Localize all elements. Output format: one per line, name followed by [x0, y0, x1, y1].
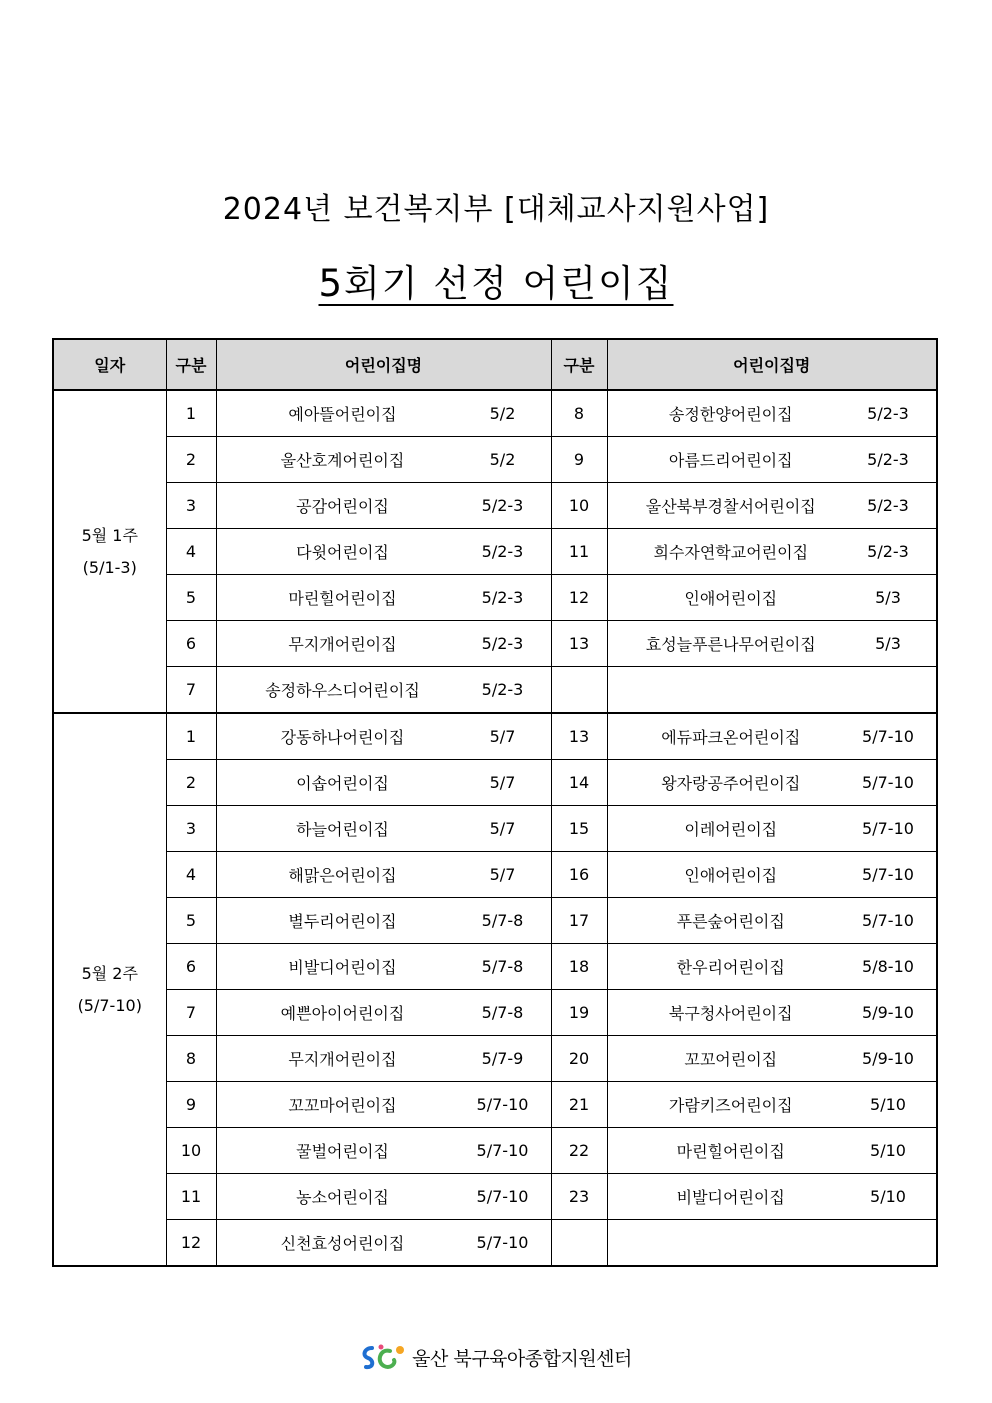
center-cell — [216, 667, 551, 714]
center-name: 꼬꼬어린이집 — [684, 1050, 778, 1069]
row-number-2: 10 — [551, 483, 607, 529]
row-number: 5 — [166, 575, 216, 621]
support-date: 5/7-10 — [862, 819, 914, 838]
center-cell — [216, 390, 551, 437]
center-cell-2 — [607, 483, 937, 529]
center-cell-2 — [607, 1082, 937, 1128]
center-name: 비발디어린이집 — [676, 1188, 785, 1207]
row-number: 3 — [166, 806, 216, 852]
center-name: 예아뜰어린이집 — [288, 405, 397, 424]
center-name: 왕자랑공주어린이집 — [661, 774, 801, 793]
center-cell-2 — [607, 944, 937, 990]
document-subtitle: 5회기 선정 어린이집 — [318, 262, 674, 305]
support-date: 5/2 — [489, 450, 516, 469]
center-name: 마린힐어린이집 — [288, 589, 397, 608]
table-row — [53, 760, 937, 806]
week-cell — [53, 713, 166, 1266]
header-no-2: 구분 — [551, 339, 607, 390]
center-name: 한우리어린이집 — [676, 958, 785, 977]
support-date: 5/7-10 — [476, 1233, 529, 1252]
week-range: (5/7-10) — [77, 995, 142, 1015]
center-name: 별두리어린이집 — [288, 912, 397, 931]
support-date: 5/9-10 — [862, 1049, 914, 1068]
center-name: 무지개어린이집 — [288, 635, 397, 654]
center-name: 무지개어린이집 — [288, 1050, 397, 1069]
row-number-2 — [551, 667, 607, 714]
support-date: 5/7-10 — [862, 773, 914, 792]
center-name: 인애어린이집 — [684, 589, 778, 608]
support-date: 5/7-10 — [476, 1187, 529, 1206]
center-cell-2 — [607, 760, 937, 806]
center-name: 이레어린이집 — [684, 820, 778, 839]
row-number: 6 — [166, 621, 216, 667]
center-name: 울산호계어린이집 — [280, 451, 405, 470]
support-date: 5/2-3 — [481, 588, 524, 607]
center-name: 예쁜아이어린이집 — [280, 1004, 405, 1023]
table-row — [53, 713, 937, 760]
row-number-2: 20 — [551, 1036, 607, 1082]
row-number-2: 13 — [551, 621, 607, 667]
center-cell — [216, 944, 551, 990]
table-header-row — [53, 339, 937, 390]
row-number: 9 — [166, 1082, 216, 1128]
row-number: 5 — [166, 898, 216, 944]
support-date: 5/2-3 — [867, 496, 909, 515]
header-name-2: 어린이집명 — [607, 339, 937, 390]
row-number-2: 12 — [551, 575, 607, 621]
center-cell-2 — [607, 529, 937, 575]
support-date: 5/7-10 — [862, 727, 914, 746]
center-cell — [216, 1082, 551, 1128]
center-cell — [216, 990, 551, 1036]
row-number-2: 23 — [551, 1174, 607, 1220]
center-cell — [216, 898, 551, 944]
support-date: 5/10 — [870, 1095, 906, 1114]
center-name: 북구청사어린이집 — [668, 1004, 793, 1023]
support-date: 5/2-3 — [481, 634, 524, 653]
week-cell — [53, 390, 166, 713]
row-number-2 — [551, 1220, 607, 1267]
center-cell — [216, 1174, 551, 1220]
center-cell — [216, 437, 551, 483]
support-date: 5/9-10 — [862, 1003, 914, 1022]
center-name: 푸른숲어린이집 — [676, 912, 785, 931]
childcare-center-logo-icon — [360, 1342, 406, 1372]
table-row — [53, 1220, 937, 1267]
center-cell-2 — [607, 437, 937, 483]
week-label: 5월 2주 — [81, 963, 138, 983]
center-cell-2 — [607, 667, 937, 714]
row-number: 7 — [166, 667, 216, 714]
support-date: 5/7 — [489, 865, 516, 884]
support-date: 5/2-3 — [867, 450, 909, 469]
week-range: (5/1-3) — [82, 557, 137, 577]
center-name: 강동하나어린이집 — [280, 728, 405, 747]
row-number: 8 — [166, 1036, 216, 1082]
table-row — [53, 944, 937, 990]
support-date: 5/2-3 — [867, 542, 909, 561]
center-cell — [216, 713, 551, 760]
center-cell — [216, 1036, 551, 1082]
center-name: 울산북부경찰서어린이집 — [645, 497, 816, 516]
center-cell — [216, 1220, 551, 1267]
table-row — [53, 1082, 937, 1128]
center-cell-2 — [607, 806, 937, 852]
center-cell — [216, 529, 551, 575]
header-date: 일자 — [53, 339, 166, 390]
table-row — [53, 390, 937, 437]
row-number: 11 — [166, 1174, 216, 1220]
support-date: 5/7 — [489, 727, 516, 746]
support-date: 5/10 — [870, 1141, 906, 1160]
center-name: 인애어린이집 — [684, 866, 778, 885]
center-name: 비발디어린이집 — [288, 958, 397, 977]
support-date: 5/7-10 — [862, 865, 914, 884]
row-number: 2 — [166, 437, 216, 483]
center-cell — [216, 483, 551, 529]
center-name: 농소어린이집 — [296, 1188, 389, 1207]
table-row — [53, 898, 937, 944]
row-number: 10 — [166, 1128, 216, 1174]
row-number-2: 14 — [551, 760, 607, 806]
center-cell — [216, 760, 551, 806]
center-cell-2 — [607, 713, 937, 760]
row-number: 4 — [166, 529, 216, 575]
table-row — [53, 1036, 937, 1082]
row-number-2: 13 — [551, 713, 607, 760]
table-body — [53, 390, 937, 1266]
row-number-2: 8 — [551, 390, 607, 437]
center-cell — [216, 1128, 551, 1174]
support-date: 5/10 — [870, 1187, 906, 1206]
table-row — [53, 1174, 937, 1220]
support-date: 5/2-3 — [481, 680, 524, 699]
center-cell — [216, 575, 551, 621]
center-name: 꿀벌어린이집 — [296, 1142, 389, 1161]
center-cell-2 — [607, 990, 937, 1036]
table-row — [53, 990, 937, 1036]
center-name: 희수자연학교어린이집 — [653, 543, 809, 562]
row-number-2: 9 — [551, 437, 607, 483]
support-date: 5/7 — [489, 819, 516, 838]
support-date: 5/2-3 — [481, 496, 524, 515]
document-title: 2024년 보건복지부 [대체교사지원사업] — [222, 192, 770, 227]
support-date: 5/7-8 — [481, 1003, 524, 1022]
support-date: 5/7-10 — [862, 911, 914, 930]
center-name: 꼬꼬마어린이집 — [288, 1096, 397, 1115]
row-number: 3 — [166, 483, 216, 529]
row-number-2: 16 — [551, 852, 607, 898]
row-number: 1 — [166, 390, 216, 437]
support-date: 5/3 — [875, 588, 901, 607]
center-name: 송정하우스디어린이집 — [265, 681, 420, 700]
row-number-2: 21 — [551, 1082, 607, 1128]
table-row — [53, 806, 937, 852]
selection-table — [52, 338, 938, 1267]
table-row — [53, 1128, 937, 1174]
table-row — [53, 852, 937, 898]
table-row — [53, 483, 937, 529]
header-no: 구분 — [166, 339, 216, 390]
row-number-2: 18 — [551, 944, 607, 990]
footer-organization: 울산 북구육아종합지원센터 — [412, 1347, 632, 1370]
center-name: 아름드리어린이집 — [668, 451, 793, 470]
row-number-2: 22 — [551, 1128, 607, 1174]
support-date: 5/2-3 — [867, 404, 909, 423]
center-name: 효성늘푸른나무어린이집 — [645, 635, 816, 654]
center-cell-2 — [607, 1036, 937, 1082]
center-cell — [216, 621, 551, 667]
center-cell — [216, 852, 551, 898]
support-date: 5/2-3 — [481, 542, 524, 561]
table-row — [53, 621, 937, 667]
center-cell — [216, 806, 551, 852]
row-number: 2 — [166, 760, 216, 806]
support-date: 5/7-9 — [481, 1049, 524, 1068]
support-date: 5/7-8 — [481, 911, 524, 930]
table-row — [53, 667, 937, 714]
center-name: 에듀파크온어린이집 — [661, 728, 801, 747]
center-name: 신천효성어린이집 — [280, 1234, 405, 1253]
center-cell-2 — [607, 575, 937, 621]
center-cell-2 — [607, 1174, 937, 1220]
support-date: 5/7-10 — [476, 1141, 529, 1160]
center-name: 마린힐어린이집 — [676, 1142, 785, 1161]
support-date: 5/8-10 — [862, 957, 914, 976]
center-cell-2 — [607, 852, 937, 898]
row-number-2: 19 — [551, 990, 607, 1036]
support-date: 5/7-10 — [476, 1095, 529, 1114]
center-name: 가람키즈어린이집 — [668, 1096, 793, 1115]
header-name: 어린이집명 — [216, 339, 551, 390]
row-number: 6 — [166, 944, 216, 990]
center-name: 이솝어린이집 — [296, 774, 389, 793]
support-date: 5/3 — [875, 634, 901, 653]
center-cell-2 — [607, 621, 937, 667]
center-name: 공감어린이집 — [296, 497, 389, 516]
center-cell-2 — [607, 898, 937, 944]
row-number-2: 11 — [551, 529, 607, 575]
row-number: 7 — [166, 990, 216, 1036]
center-name: 하늘어린이집 — [296, 820, 389, 839]
support-date: 5/7 — [489, 773, 516, 792]
row-number: 12 — [166, 1220, 216, 1267]
support-date: 5/2 — [489, 404, 516, 423]
center-name: 송정한양어린이집 — [668, 405, 793, 424]
table-row — [53, 437, 937, 483]
center-cell-2 — [607, 1128, 937, 1174]
table-row — [53, 529, 937, 575]
row-number: 1 — [166, 713, 216, 760]
center-name: 해맑은어린이집 — [288, 866, 397, 885]
center-cell-2 — [607, 390, 937, 437]
row-number-2: 15 — [551, 806, 607, 852]
week-label: 5월 1주 — [81, 525, 138, 545]
row-number: 4 — [166, 852, 216, 898]
center-cell-2 — [607, 1220, 937, 1267]
row-number-2: 17 — [551, 898, 607, 944]
footer — [0, 1342, 992, 1372]
support-date: 5/7-8 — [481, 957, 524, 976]
center-name: 다윗어린이집 — [296, 543, 389, 562]
table-row — [53, 575, 937, 621]
